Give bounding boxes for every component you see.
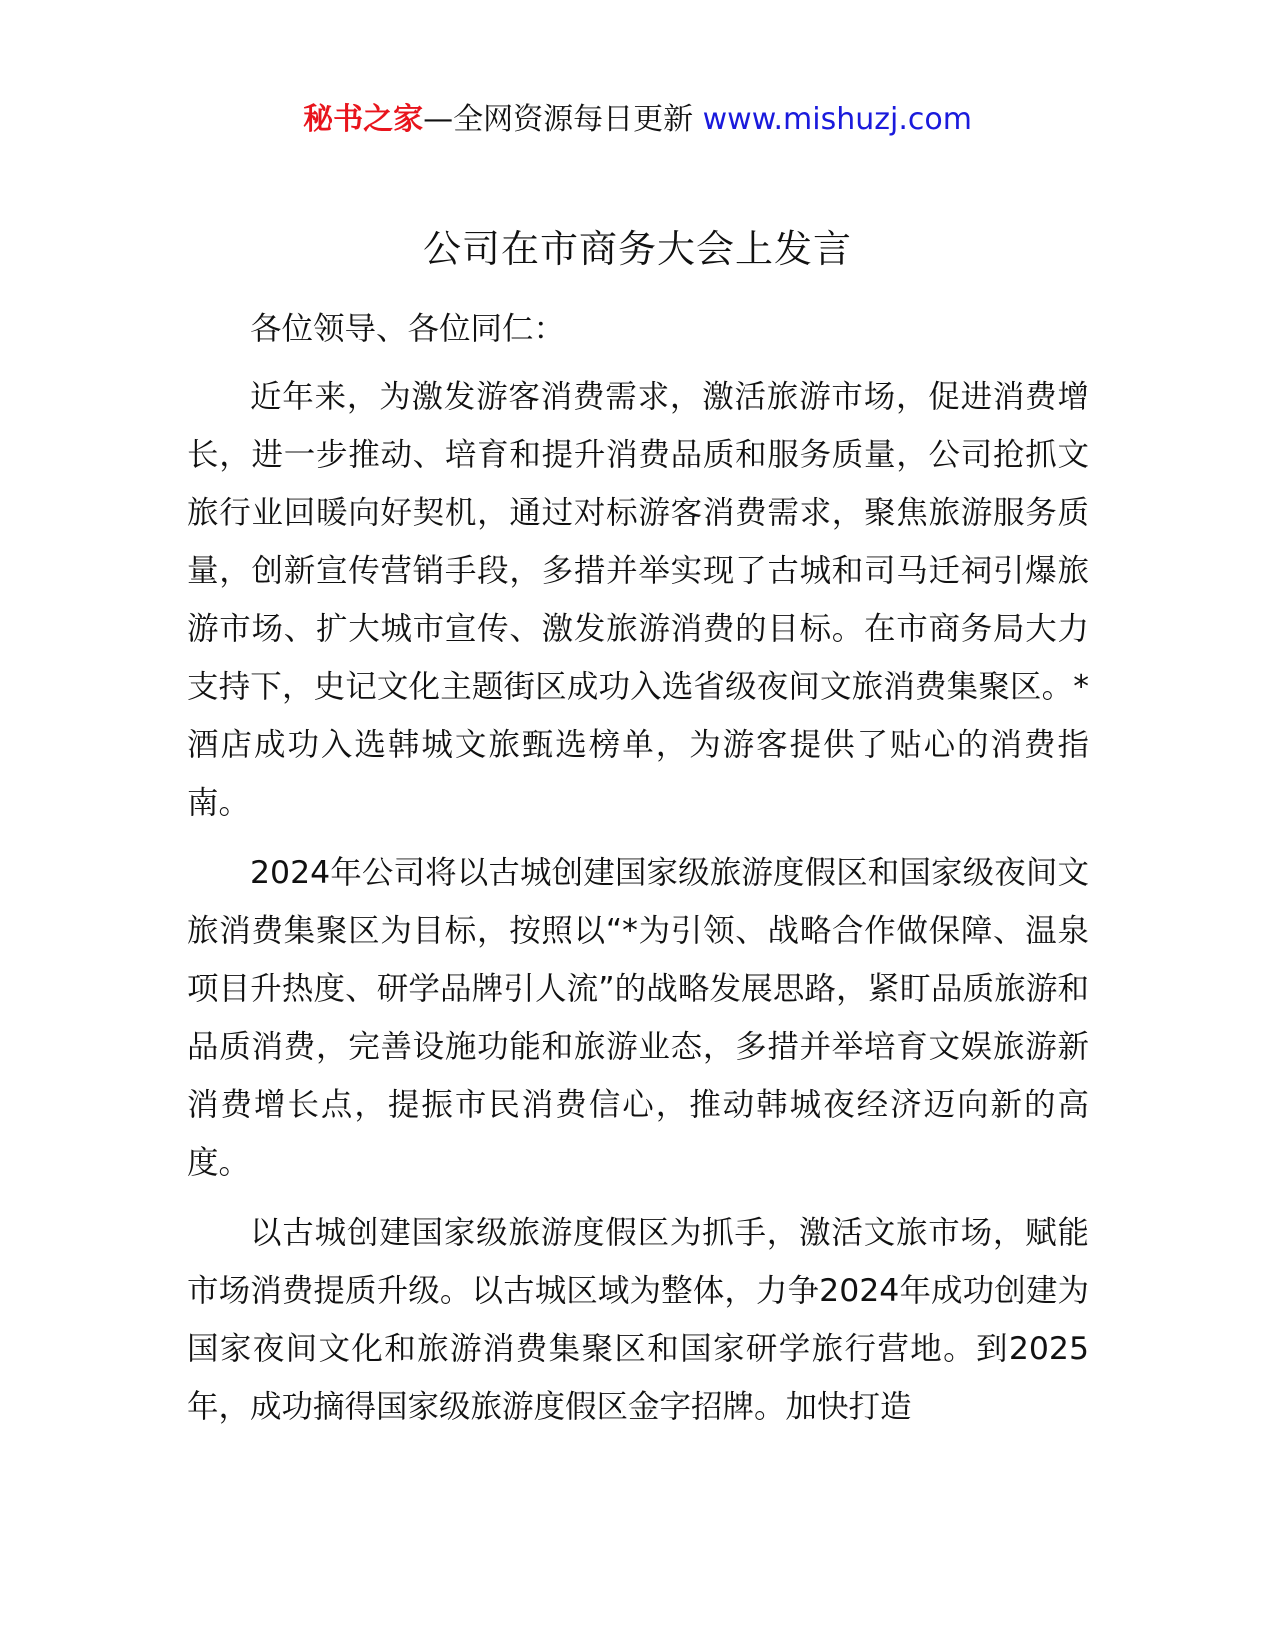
salutation: 各位领导、各位同仁： [250,311,566,347]
site-header [0,100,1275,140]
paragraph-2: 2024年公司将以古城创建国家级旅游度假区和国家级夜间文旅消费集聚区为目标，按照以“*为引领、战略合作做保障、温泉项目升热度、研学品牌引人流”的战略发展思路，紧盯品质旅游和品质消费，完善设施功能和旅游业态，多措并举培育文娱旅游新消费增长点，提振市民消费信心，推动韩城夜经济迈向新的高度。 [187,855,1089,1181]
document-title: 公司在市商务大会上发言 [422,227,852,271]
brand-name: 秘书之家 [303,102,424,137]
header-tagline: —全网资源每日更新 [423,102,703,137]
paragraph-1: 近年来，为激发游客消费需求，激活旅游市场，促进消费增长，进一步推动、培育和提升消费品质和服务质量，公司抢抓文旅行业回暖向好契机，通过对标游客消费需求，聚焦旅游服务质量，创新宣传营销手段，多措并举实现了古城和司马迁祠引爆旅游市场、扩大城市宣传、激发旅游消费的目标。在市商务局大力支持下，史记文化主题街区成功入选省级夜间文旅消费集聚区。*酒店成功入选韩城文旅甄选榜单，为游客提供了贴心的消费指南。 [187,379,1089,821]
paragraph-3: 以古城创建国家级旅游度假区为抓手，激活文旅市场，赋能市场消费提质升级。以古城区域为整体，力争2024年成功创建为国家夜间文化和旅游消费集聚区和国家研学旅行营地。到2025年，成功摘得国家级旅游度假区金字招牌。加快打造 [187,1215,1089,1425]
document-body [187,300,1089,1448]
site-url-link[interactable]: www.mishuzj.com [702,102,972,137]
